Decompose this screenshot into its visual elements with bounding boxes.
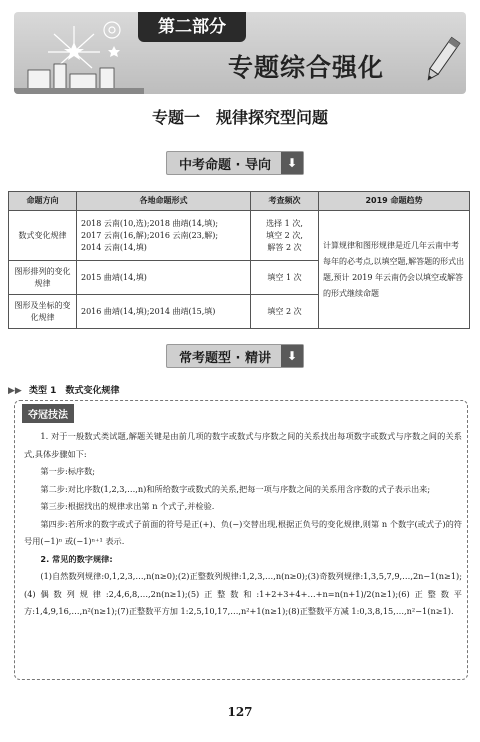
section-label-common-types [166, 344, 304, 368]
skills-step: 第三步:根据找出的规律求出第 n 个式子,并检验. [40, 501, 215, 511]
frequency-cell: 填空 2 次 [251, 295, 319, 329]
section-label-text: 常考题型 · 精讲 [179, 350, 271, 366]
type-prefix: 类型 1 [28, 386, 57, 396]
page-number: 127 [227, 705, 253, 719]
frequency-cell: 填空 1 次 [251, 261, 319, 295]
skills-paragraph: (1)自然数列规律:0,1,2,3,…,n(n≥0);(2)正整数列规律:1,2,3,…,n(n≥0);(3)奇数列规律:1,3,5,7,9,…,2n−1(n≥1);(4)偶数列规律:2,4,6,8,…,2n(n≥1);(5)正整数和:1+2+3+4+…+n=n(n+1)/2(n≥1);(6)正整数平方:1,4,9,16,…,n²(n≥1);(7)正整数平方加 1:2,5,10,17,…,n²+1(n≥1);(8)正整数平方减 1:0,3,8,15,…,n²−1(n≥1). [24, 571, 462, 616]
down-arrow-icon: ⬇ [281, 345, 303, 367]
skills-step: 第二步:对比序数(1,2,3,…,n)和所给数字或数式的关系,把每一项与序数之间的关系用含序数的式子表示出来; [40, 483, 431, 494]
type-heading [8, 383, 120, 396]
section-label-text: 中考命题 · 导向 [179, 157, 271, 173]
forms-cell [77, 211, 251, 261]
skills-paragraph: 1. 对于一般数式类试题,解题关键是由前几项的数字或数式与序数之间的关系找出每项数字或数式与序数之间的关系式,具体步骤如下: [24, 431, 462, 459]
table-row [9, 211, 470, 261]
forms-cell: 2016 曲靖(14,填);2014 曲靖(15,填) [77, 295, 251, 329]
trend-cell: 计算规律和图形规律是近几年云南中考每年的必考点,以填空题,解答题的形式出题,预计 2019 年云南仍会以填空或解答的形式继续命题 [319, 211, 470, 329]
type-title: 数式变化规律 [65, 386, 120, 396]
fireworks-illustration [14, 12, 144, 94]
form-line: 2018 云南(10,选);2018 曲靖(14,填); [81, 218, 219, 228]
header-banner [14, 12, 466, 94]
part-label: 第二部分 [138, 12, 246, 42]
skills-subtitle-text: 2. 常见的数字规律: [40, 553, 113, 564]
freq-line: 填空 2 次, [266, 230, 303, 240]
topic-title: 专题一 规律探究型问题 [151, 108, 328, 127]
skills-step: 第四步:若所求的数字或式子前面的符号是正(+)、负(−)交替出现,根据正负号的变化规律,则第 n 个数字(或式子)的符号用(−1)ⁿ 或(−1)ⁿ⁺¹ 表示. [24, 518, 462, 546]
column-header: 命题方向 [9, 192, 77, 211]
form-line: 2017 云南(16,解);2016 云南(23,解); [81, 230, 219, 240]
direction-cell: 数式变化规律 [9, 211, 77, 261]
column-header: 2019 命题趋势 [319, 192, 470, 211]
skills-content [24, 428, 462, 621]
freq-line: 解答 2 次 [267, 242, 302, 252]
direction-cell: 图形及坐标的变化规律 [9, 295, 77, 329]
double-triangle-icon: ▶▶ [8, 386, 22, 396]
table-header-row [9, 192, 470, 211]
skills-step: 第一步:标序数; [40, 466, 96, 476]
direction-cell: 图形排列的变化规律 [9, 261, 77, 295]
skills-tag: 夺冠技法 [22, 404, 74, 423]
frequency-cell [251, 211, 319, 261]
skills-subtitle [24, 551, 462, 569]
banner-title: 专题综合强化 [228, 53, 385, 82]
exam-analysis-table [8, 191, 470, 329]
pencil-icon [422, 34, 462, 86]
section-label-exam-trends [166, 151, 304, 175]
freq-line: 选择 1 次, [266, 218, 303, 228]
form-line: 2014 云南(14,填) [81, 242, 147, 252]
down-arrow-icon: ⬇ [281, 152, 303, 174]
column-header: 各地命题形式 [77, 192, 251, 211]
forms-cell: 2015 曲靖(14,填) [77, 261, 251, 295]
column-header: 考查频次 [251, 192, 319, 211]
